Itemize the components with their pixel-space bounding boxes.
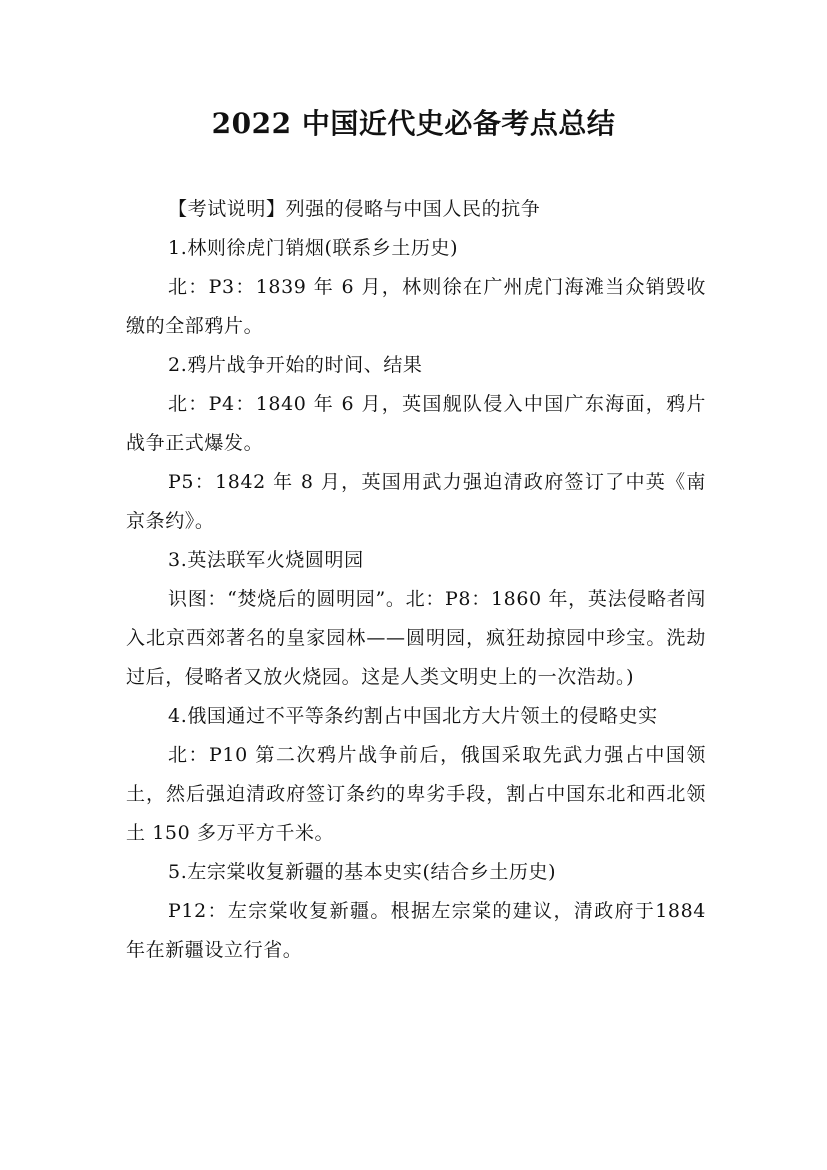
section-3-heading: 3.英法联军火烧圆明园 <box>168 549 364 571</box>
exam-note-paragraph: 【考试说明】列强的侵略与中国人民的抗争 <box>168 198 541 220</box>
section-3-text: 识图：“焚烧后的圆明园”。北：P8：1860 年，英法侵略者闯入北京西郊著名的皇家园林——圆明园，疯狂劫掠园中珍宝。洗劫过后，侵略者又放火烧园。这是人类文明史上的一次浩劫。) <box>126 588 706 688</box>
document-body <box>126 190 706 970</box>
section-5-heading: 5.左宗棠收复新疆的基本史实(结合乡土历史) <box>168 861 557 883</box>
section-4-text: 北：P10 第二次鸦片战争前后，俄国采取先武力强占中国领土，然后强迫清政府签订条约的卑劣手段，割占中国东北和西北领土 150 多万平方千米。 <box>126 744 706 844</box>
section-1-text: 北：P3：1839 年 6 月，林则徐在广州虎门海滩当众销毁收缴的全部鸦片。 <box>126 276 706 337</box>
section-4-heading: 4.俄国通过不平等条约割占中国北方大片领土的侵略史实 <box>168 705 658 727</box>
section-2-heading: 2.鸦片战争开始的时间、结果 <box>168 354 423 376</box>
section-5-text: P12：左宗棠收复新疆。根据左宗棠的建议，清政府于1884 年在新疆设立行省。 <box>126 900 706 961</box>
section-2-text-1: 北：P4：1840 年 6 月，英国舰队侵入中国广东海面，鸦片战争正式爆发。 <box>126 393 706 454</box>
document-title: 2022 中国近代史必备考点总结 <box>211 107 616 140</box>
section-1-heading: 1.林则徐虎门销烟(联系乡土历史) <box>168 237 459 259</box>
section-2-text-2: P5：1842 年 8 月，英国用武力强迫清政府签订了中英《南京条约》。 <box>126 471 706 532</box>
